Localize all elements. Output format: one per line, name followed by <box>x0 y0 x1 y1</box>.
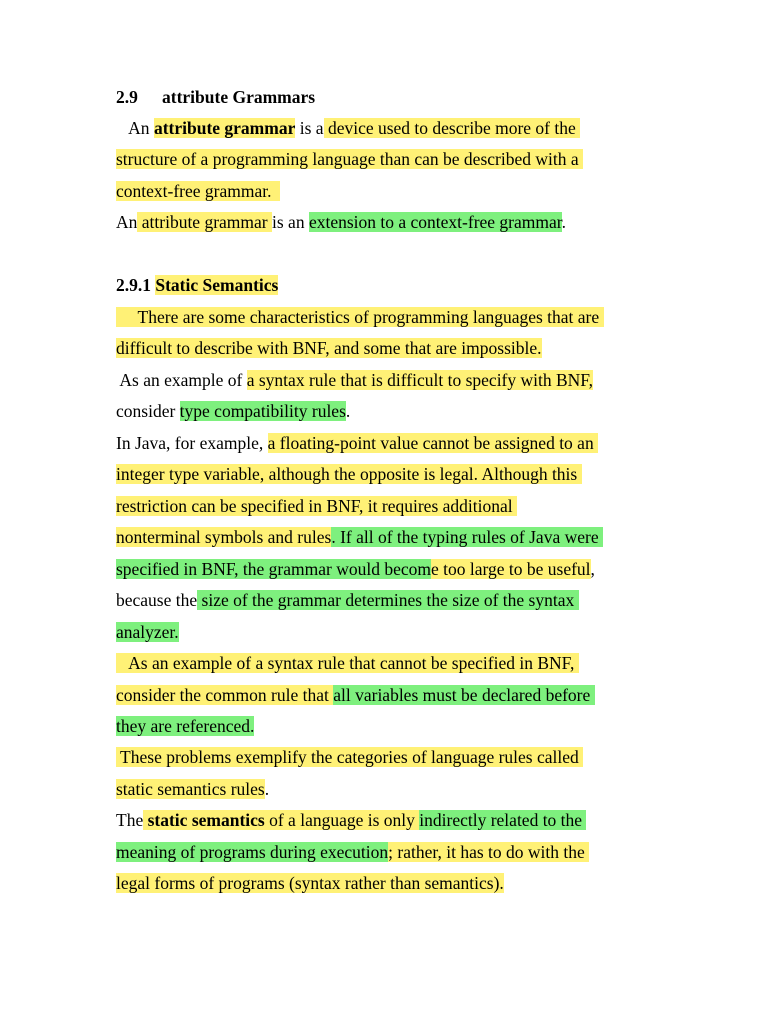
text-run: The <box>116 810 144 830</box>
highlight-yellow: static semantics rules <box>116 779 265 799</box>
text-run: In Java, for example, <box>116 433 268 453</box>
text-line <box>116 176 280 207</box>
text-run: . <box>264 779 270 799</box>
highlight-yellow: There are some characteristics of programming languages that are <box>116 307 604 327</box>
text-line <box>116 207 566 238</box>
subsection-number: 2.9.1 <box>116 275 156 295</box>
highlight-yellow: a floating-point value cannot be assigned to an <box>267 433 599 453</box>
text-line <box>116 742 583 773</box>
text-run: is an <box>272 212 309 232</box>
highlight-green: analyzer. <box>116 622 179 642</box>
highlight-yellow: of a language is only <box>269 810 420 830</box>
highlight-green: extension to a context-free grammar <box>308 212 562 232</box>
text-run: An <box>116 118 154 138</box>
highlight-green: they are referenced. <box>116 716 255 736</box>
text-line <box>116 302 604 333</box>
highlight-yellow: attribute grammar <box>137 212 272 232</box>
highlight-green: specified in BNF, the grammar would becom <box>116 559 431 579</box>
highlight-yellow: ; rather, it has to do with the <box>388 842 590 862</box>
highlight-yellow: nonterminal symbols and rules <box>116 527 332 547</box>
text-line <box>116 617 179 648</box>
text-run: As an example of <box>116 370 247 390</box>
text-line <box>116 459 582 490</box>
text-line <box>116 585 579 616</box>
highlight-yellow: e too large to be useful <box>430 559 591 579</box>
highlight-green: all variables must be declared before <box>333 685 595 705</box>
section-title: attribute Grammars <box>162 87 316 107</box>
text-line <box>116 491 517 522</box>
text-line <box>116 144 583 175</box>
text-line <box>116 333 542 364</box>
term-static-semantics: static semantics <box>143 810 270 830</box>
highlight-yellow: a syntax rule that is difficult to specify with BNF, <box>246 370 594 390</box>
text-line <box>116 868 504 899</box>
highlight-yellow: consider the common rule that <box>116 685 334 705</box>
text-line <box>116 680 595 711</box>
text-run: because the <box>116 590 198 610</box>
text-line <box>116 428 598 459</box>
text-line <box>116 522 603 553</box>
highlight-yellow: These problems exemplify the categories of language rules called <box>116 747 584 767</box>
text-run: . <box>561 212 567 232</box>
subsection-heading <box>116 270 278 301</box>
section-number: 2.9 <box>116 87 138 107</box>
highlight-green: type compatibility rules <box>179 401 346 421</box>
text-line <box>116 396 350 427</box>
highlight-yellow: restriction can be specified in BNF, it requires additional <box>116 496 517 516</box>
text-line <box>116 113 580 144</box>
highlight-yellow: context-free grammar. <box>116 181 281 201</box>
highlight-yellow: legal forms of programs (syntax rather than semantics). <box>116 873 504 893</box>
highlight-yellow: device used to describe more of the <box>323 118 581 138</box>
highlight-yellow: As an example of a syntax rule that cannot be specified in BNF, <box>116 653 579 673</box>
highlight-green: size of the grammar determines the size of the syntax <box>197 590 579 610</box>
text-run: consider <box>116 401 180 421</box>
text-line <box>116 805 586 836</box>
highlight-green: . If all of the typing rules of Java were <box>331 527 603 547</box>
term-attribute-grammar: attribute grammar <box>153 118 296 138</box>
highlight-yellow: difficult to describe with BNF, and some that are impossible. <box>116 338 542 358</box>
highlight-green: indirectly related to the <box>419 810 587 830</box>
text-line <box>116 837 589 868</box>
highlight-green: meaning of programs during execution <box>116 842 389 862</box>
text-line <box>116 648 579 679</box>
text-line <box>116 365 593 396</box>
highlight-yellow: integer type variable, although the opposite is legal. Although this <box>116 464 582 484</box>
text-line <box>116 774 269 805</box>
highlight-yellow: structure of a programming language than can be described with a <box>116 149 583 169</box>
text-run: An <box>116 212 138 232</box>
subsection-title: Static Semantics <box>155 275 279 295</box>
text-line <box>116 711 254 742</box>
text-line <box>116 554 595 585</box>
text-run: is a <box>295 118 324 138</box>
text-run: , <box>590 559 595 579</box>
section-heading <box>116 82 315 113</box>
text-run: . <box>345 401 351 421</box>
